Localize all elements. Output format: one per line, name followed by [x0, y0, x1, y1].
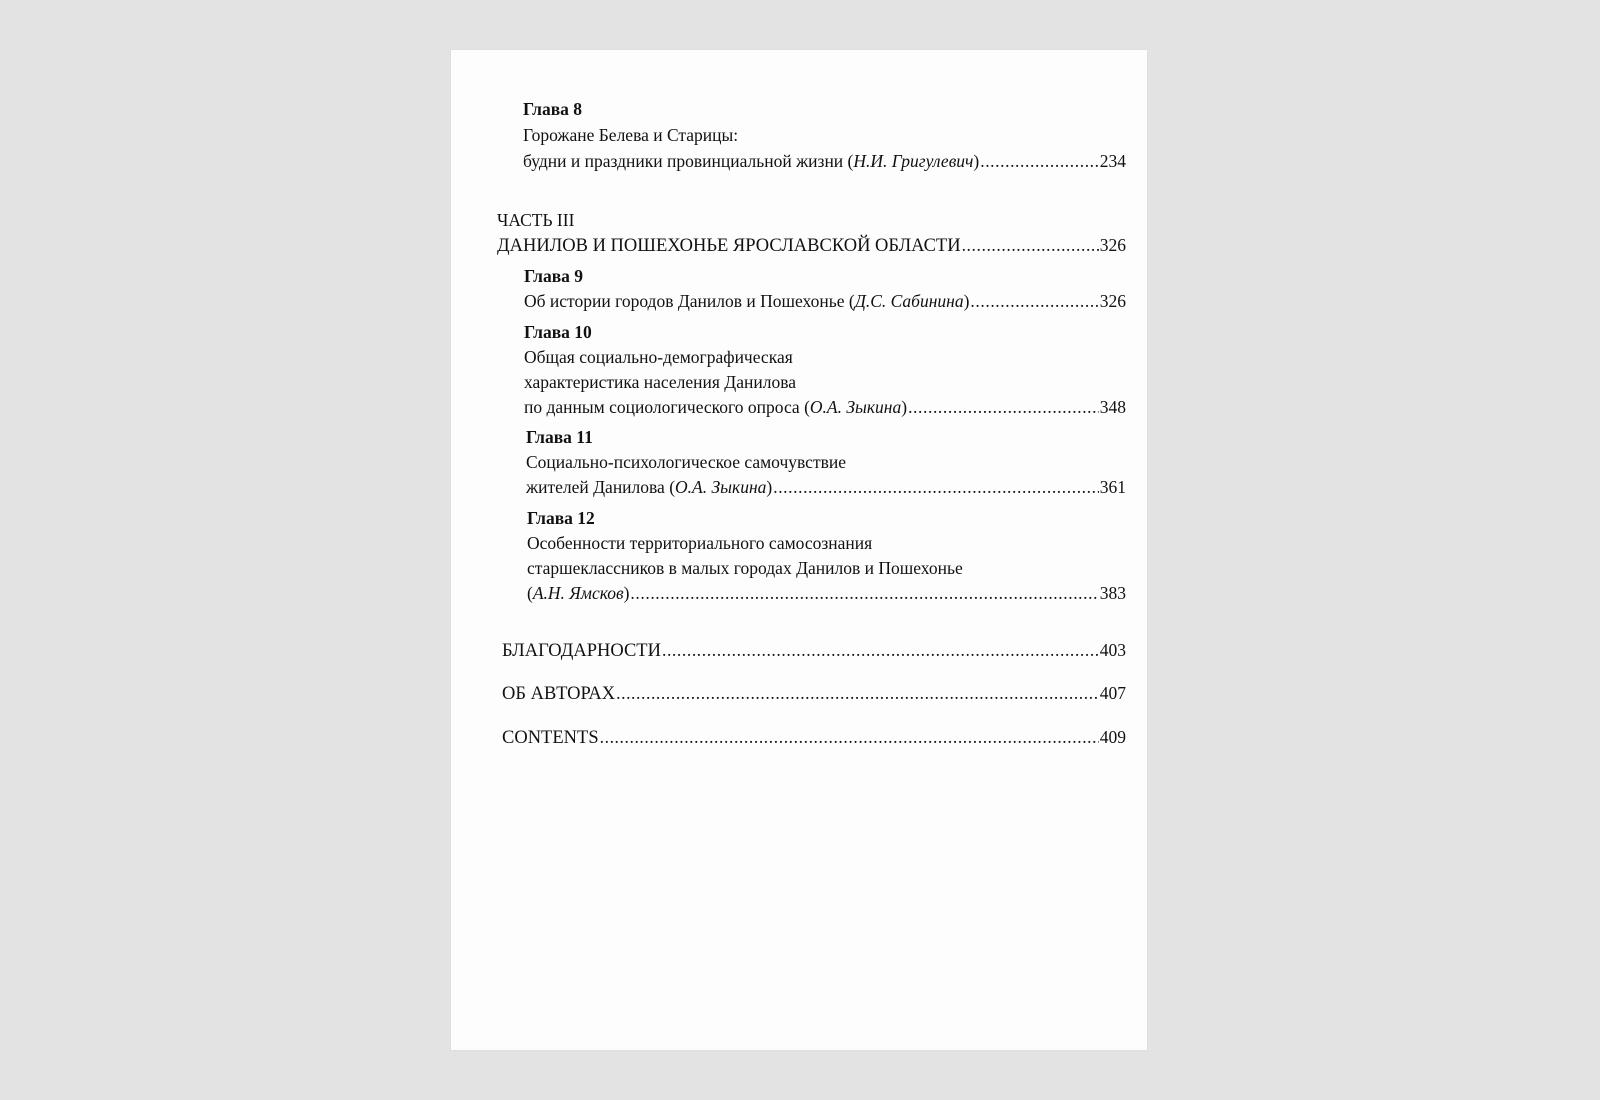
leader-dots	[962, 234, 1099, 256]
part-3-title: ДАНИЛОВ И ПОШЕХОНЬЕ ЯРОСЛАВСКОЙ ОБЛАСТИ	[497, 236, 961, 256]
chapter-10-title-line3: по данным социологического опроса (О.А. Зыкина)	[524, 397, 908, 417]
book-page	[451, 50, 1147, 1050]
chapter-9-author: Д.С. Сабинина	[854, 291, 964, 311]
chapter-10-author: О.А. Зыкина	[809, 397, 902, 417]
chapter-8-page: 234	[1099, 151, 1126, 171]
leader-dots	[662, 639, 1099, 661]
toc-entry-chapter-10[interactable]	[524, 396, 1126, 418]
chapter-11-author: О.А. Зыкина	[675, 477, 767, 497]
toc-entry-authors[interactable]	[502, 682, 1126, 705]
toc-entry-chapter-11[interactable]	[526, 476, 1126, 498]
thanks-title: БЛАГОДАРНОСТИ	[502, 641, 661, 661]
contents-title: CONTENTS	[502, 728, 599, 748]
toc-entry-chapter-8[interactable]	[523, 150, 1126, 172]
toc-entry-part-3[interactable]	[497, 234, 1126, 257]
chapter-10-page: 348	[1099, 397, 1126, 417]
leader-dots	[908, 396, 1099, 418]
chapter-10-heading: Глава 10	[524, 322, 592, 342]
contents-page: 409	[1099, 727, 1126, 747]
chapter-12-title-line1: Особенности территориального самосознания	[527, 533, 873, 553]
chapter-11-page: 361	[1099, 477, 1126, 497]
chapter-10-title-line2: характеристика населения Данилова	[524, 372, 797, 392]
toc-entry-thanks[interactable]	[502, 639, 1126, 662]
chapter-8-title-line2: будни и праздники провинциальной жизни (Н.И. Григулевич)	[523, 151, 980, 171]
chapter-8-author: Н.И. Григулевич	[853, 151, 974, 171]
toc-entry-chapter-12[interactable]	[527, 582, 1126, 604]
leader-dots	[630, 582, 1098, 604]
chapter-10-title-line1: Общая социально-демографическая	[524, 347, 793, 367]
chapter-12-heading: Глава 12	[527, 508, 595, 528]
chapter-12-title-line2: старшеклассников в малых городах Данилов и Пошехонье	[527, 558, 963, 578]
chapter-9-page: 326	[1099, 291, 1126, 311]
leader-dots	[980, 150, 1099, 172]
thanks-page: 403	[1099, 640, 1126, 660]
chapter-9-heading: Глава 9	[524, 266, 584, 286]
chapter-11-title-line1: Социально-психологическое самочувствие	[526, 452, 846, 472]
chapter-8-heading: Глава 8	[523, 99, 583, 119]
leader-dots	[600, 726, 1099, 748]
chapter-11-heading: Глава 11	[526, 427, 593, 447]
chapter-12-author: А.Н. Ямсков	[532, 583, 624, 603]
chapter-9-title: Об истории городов Данилов и Пошехонье (Д.С. Сабинина)	[524, 291, 970, 311]
chapter-12-title-line3: (А.Н. Ямсков)	[527, 583, 630, 603]
leader-dots	[773, 476, 1099, 498]
leader-dots	[970, 290, 1098, 312]
chapter-11-title-line2: жителей Данилова (О.А. Зыкина)	[526, 477, 773, 497]
toc-entry-chapter-9[interactable]	[524, 290, 1126, 312]
toc-entry-contents[interactable]	[502, 726, 1126, 749]
part-3-label: ЧАСТЬ III	[497, 210, 575, 230]
chapter-12-page: 383	[1099, 583, 1126, 603]
chapter-8-title-line1: Горожане Белева и Старицы:	[523, 125, 739, 145]
authors-page: 407	[1099, 683, 1126, 703]
leader-dots	[616, 682, 1099, 704]
authors-title: ОБ АВТОРАХ	[502, 684, 616, 704]
part-3-page: 326	[1099, 235, 1126, 255]
